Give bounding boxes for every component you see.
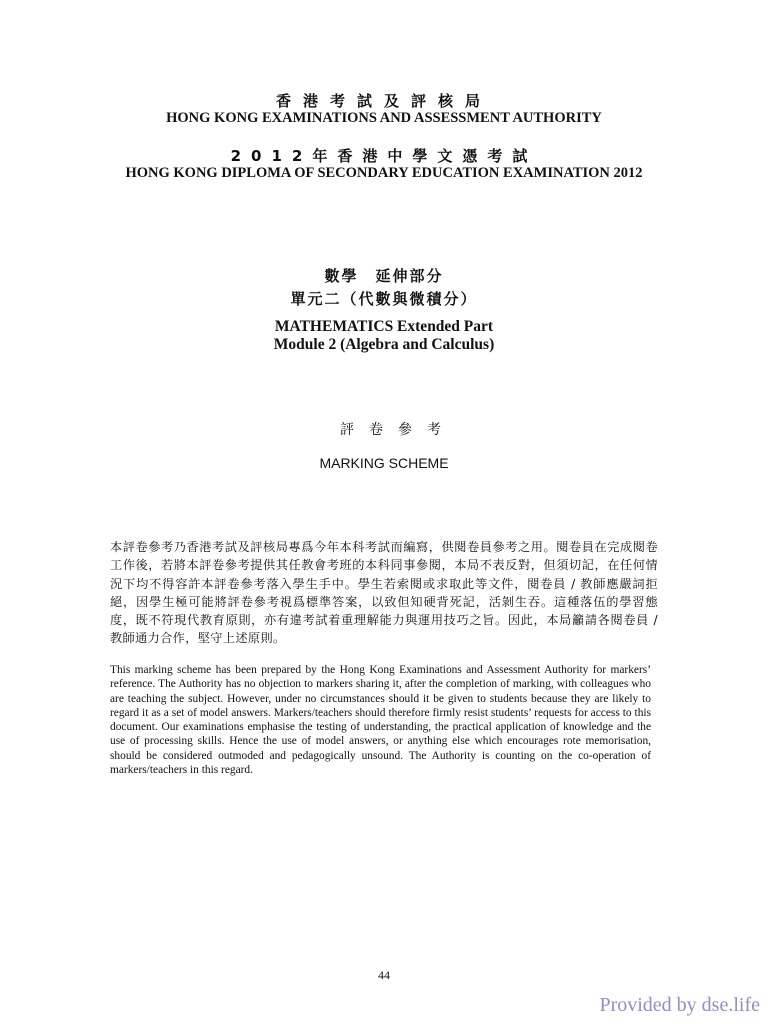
exam-title-zh: 2012年香港中學文憑考試	[230, 147, 538, 165]
authority-title-zh: 香港考試及評核局	[275, 92, 492, 110]
marking-scheme-title-zh: 評卷參考	[340, 422, 456, 438]
subject-title-en: MATHEMATICS Extended Part	[274, 318, 494, 335]
notice-paragraph-en: This marking scheme has been prepared by the Hong Kong Examinations and Assessment Authority for markers’ reference. The Authority has no objection to markers sharing it, after the completion of marking, with colleagues who are teaching the subject. However, under no circumstances should it be given to students because they are likely to regard it as a set of model answers. Markers/teachers should therefore firmly resist students’ requests for access to this document. Our examinations emphasise the testing of understanding, the practical application of knowledge and the use of processing skills. Hence the use of model answers, or anything else which encourages rote memorisation, should be considered outmoded and pedagogically unsound. The Authority is counting on the co-operation of markers/teachers in this regard.	[110, 664, 651, 777]
subject-title-zh: 數學 延伸部分	[324, 267, 444, 285]
page-number: 44	[378, 968, 390, 982]
authority-title-en: HONG KONG EXAMINATIONS AND ASSESSMENT AUTHORITY	[166, 110, 602, 126]
module-title-en: Module 2 (Algebra and Calculus)	[273, 336, 495, 353]
watermark-text: Provided by dse.life	[599, 994, 760, 1016]
module-title-zh: 單元二（代數與微積分）	[290, 290, 478, 308]
marking-scheme-title-en: MARKING SCHEME	[319, 455, 449, 471]
notice-paragraph-zh: 本評卷參考乃香港考試及評核局專爲今年本科考試而編寫，供閱卷員參考之用。閱卷員在完成閱卷工作後，若將本評卷參考提供其任教會考班的本科同事參閱，本局不表反對，但須切記，在任何情況下均不得容許本評卷參考落入學生手中。學生若索閱或求取此等文件，閱卷員 / 教師應嚴詞拒絕，因學生極可能將評卷參考視爲標準答案，以致但知硬背死記，活剝生吞。這種落伍的學習態度，既不符現代教育原則，亦有違考試着重理解能力與運用技巧之旨。因此，本局籲請各閱卷員 / 教師通力合作，堅守上述原則。	[110, 540, 658, 646]
exam-title-en: HONG KONG DIPLOMA OF SECONDARY EDUCATION EXAMINATION 2012	[125, 165, 643, 181]
